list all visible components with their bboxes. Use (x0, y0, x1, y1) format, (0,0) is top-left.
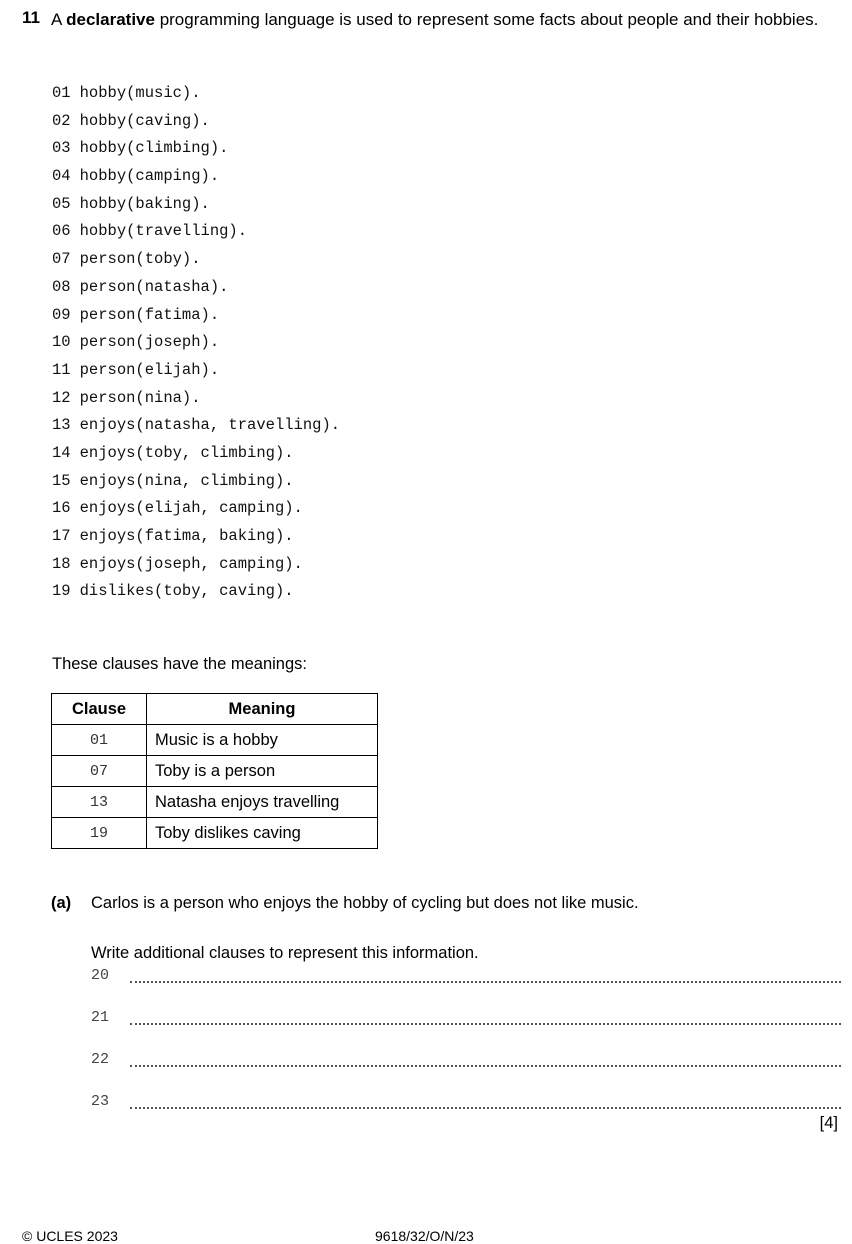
intro-text-after: programming language is used to represent some facts about people and their hobbies. (154, 10, 819, 29)
code-text: hobby(caving). (79, 111, 210, 130)
code-line (52, 523, 340, 551)
clause-cell: 01 (52, 725, 147, 756)
code-line (52, 329, 340, 357)
meaning-cell: Toby dislikes caving (147, 818, 378, 849)
line-number: 07 (52, 250, 71, 269)
meanings-table (51, 693, 378, 849)
column-header-meaning: Meaning (147, 694, 378, 725)
code-line (52, 495, 340, 523)
table-row (52, 725, 378, 756)
intro-bold-keyword: declarative (66, 10, 155, 29)
code-text: enjoys(joseph, camping). (79, 554, 303, 573)
line-number: 02 (52, 111, 71, 130)
line-number: 05 (52, 194, 71, 213)
line-number: 18 (52, 554, 71, 573)
code-text: hobby(baking). (79, 194, 210, 213)
code-line (52, 468, 340, 496)
part-a-label: (a) (51, 894, 72, 912)
code-line (52, 191, 340, 219)
line-number: 04 (52, 167, 71, 186)
answer-line-number: 22 (91, 1051, 110, 1068)
question-intro (51, 8, 841, 32)
line-number: 10 (52, 333, 71, 352)
line-number: 17 (52, 527, 71, 545)
line-number: 06 (52, 222, 71, 241)
intro-text-before: A (51, 10, 67, 29)
line-number: 15 (52, 471, 71, 490)
code-text: hobby(camping). (79, 167, 220, 186)
code-line (52, 440, 340, 468)
code-line (52, 135, 340, 163)
part-a-text: Carlos is a person who enjoys the hobby of cycling but does not like music. (91, 894, 639, 912)
line-number: 12 (52, 388, 71, 407)
code-line (52, 246, 340, 274)
answer-line-number: 23 (91, 1093, 110, 1110)
clause-cell: 07 (52, 756, 147, 787)
code-text: enjoys(elijah, camping). (79, 499, 303, 518)
dotted-answer-line (130, 1065, 841, 1067)
footer-paper-code: 9618/32/O/N/23 (375, 1228, 474, 1244)
code-text: person(natasha). (79, 277, 229, 296)
code-text: enjoys(nina, climbing). (79, 471, 294, 490)
meaning-cell: Toby is a person (147, 756, 378, 787)
meaning-cell: Music is a hobby (147, 725, 378, 756)
code-line (52, 80, 340, 108)
dotted-answer-line (130, 981, 841, 983)
code-line (52, 218, 340, 246)
line-number: 11 (52, 360, 71, 379)
answer-line-23[interactable] (91, 1092, 841, 1116)
code-text: person(nina). (79, 388, 201, 407)
question-number: 11 (22, 8, 40, 27)
line-number: 08 (52, 277, 71, 296)
code-line (52, 578, 340, 606)
table-header-row (52, 694, 378, 725)
line-number: 01 (52, 84, 71, 102)
line-number: 03 (52, 139, 71, 158)
code-text: hobby(climbing). (79, 139, 229, 158)
code-line (52, 163, 340, 191)
answer-line-22[interactable] (91, 1050, 841, 1074)
footer-copyright: © UCLES 2023 (22, 1228, 118, 1244)
marks-indicator: [4] (819, 1114, 838, 1132)
answer-line-20[interactable] (91, 966, 841, 990)
clause-cell: 19 (52, 818, 147, 849)
clause-cell: 13 (52, 787, 147, 818)
dotted-answer-line (130, 1023, 841, 1025)
code-line (52, 302, 340, 330)
code-line (52, 551, 340, 579)
meaning-cell: Natasha enjoys travelling (147, 787, 378, 818)
line-number: 13 (52, 416, 71, 435)
line-number: 16 (52, 499, 71, 518)
code-line (52, 357, 340, 385)
code-text: hobby(travelling). (79, 222, 248, 241)
code-text: enjoys(natasha, travelling). (79, 416, 341, 435)
line-number: 14 (52, 443, 71, 462)
code-text: person(fatima). (79, 305, 220, 324)
column-header-clause: Clause (52, 694, 147, 725)
code-text: enjoys(fatima, baking). (79, 527, 294, 545)
table-row (52, 787, 378, 818)
code-line (52, 274, 340, 302)
line-number: 09 (52, 305, 71, 324)
dotted-answer-line (130, 1107, 841, 1109)
line-number: 19 (52, 582, 71, 601)
meanings-label: These clauses have the meanings: (52, 655, 307, 673)
code-text: person(toby). (79, 250, 201, 269)
answer-line-number: 21 (91, 1009, 110, 1026)
code-line (52, 385, 340, 413)
code-text: enjoys(toby, climbing). (79, 443, 294, 462)
code-text: person(joseph). (79, 333, 220, 352)
code-line (52, 412, 340, 440)
code-text: hobby(music). (79, 84, 201, 102)
answer-line-number: 20 (91, 967, 110, 984)
code-line (52, 108, 340, 136)
code-text: person(elijah). (79, 360, 220, 379)
code-text: dislikes(toby, caving). (79, 582, 294, 601)
table-row (52, 818, 378, 849)
table-row (52, 756, 378, 787)
part-a-instruction: Write additional clauses to represent this information. (91, 944, 479, 962)
answer-line-21[interactable] (91, 1008, 841, 1032)
code-listing (52, 80, 340, 606)
